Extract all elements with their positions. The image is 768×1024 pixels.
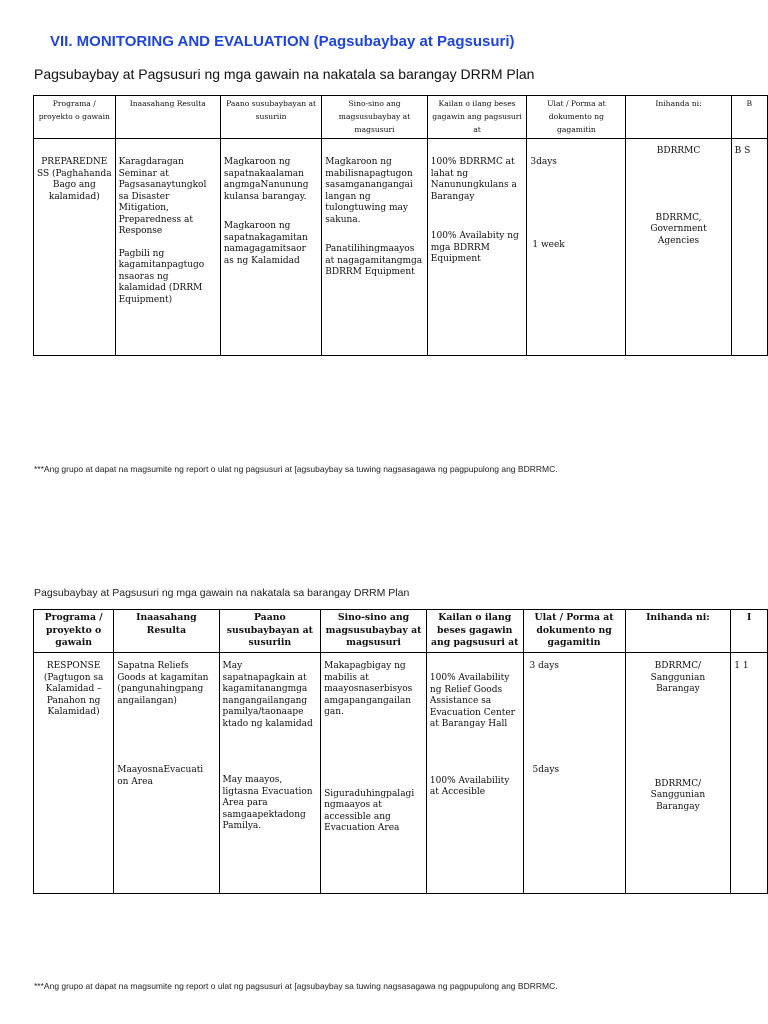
cell-inihanda	[626, 139, 731, 356]
cell-ulat	[527, 139, 626, 356]
resulta-item: Pagbili ng kagamitanpagtugo nsaoras ng kalamidad (DRRM Equipment)	[118, 248, 205, 305]
cell-resulta	[115, 139, 220, 356]
cell-ulat	[523, 653, 625, 894]
kailan-item: 100% Availabity ng mga BDRRM Equipment	[430, 231, 519, 264]
cell-sino	[321, 653, 427, 894]
monitoring-table-response	[33, 609, 768, 894]
table2-title: Pagsubaybay at Pagsusuri ng mga gawain na nakatala sa barangay DRRM Plan	[34, 587, 410, 599]
sino-item: Siguraduhingpalagi ngmaayos at accessible ang Evacuation Area	[324, 788, 415, 833]
sino-item: Makapagbigay ng mabilis at maayosnaserbisyos amgapangangailan gan.	[324, 661, 413, 717]
table-header-row	[34, 96, 768, 139]
col-header-cutoff: B	[731, 96, 767, 139]
inihanda-item: BDRRMC, Government Agencies	[650, 212, 707, 246]
section-heading: VII. MONITORING AND EVALUATION (Pagsubaybay at Pagsusuri)	[50, 33, 515, 50]
paano-item: May sapatnapagkain at kagamitanangmga nangangailangang pamilya/taonaape ktado ng kalamidad	[222, 661, 313, 729]
sino-item: Panatilihingmaayos at nagagamitangmga BDRRM Equipment	[325, 244, 423, 277]
col-header-sino: Sino-sino ang magsusubaybay at magsusuri	[322, 96, 427, 139]
monitoring-table-preparedness	[33, 95, 768, 356]
ulat-item: 3days	[530, 157, 557, 167]
paano-item: May maayos, ligtasna Evacuation Area para samgaapektadong Pamilya.	[222, 775, 313, 831]
kailan-item: 100% Availability ng Relief Goods Assistance sa Evacuation Center at Barangay Hall	[429, 673, 515, 729]
inihanda-item: BDRRMC/ Sanggunian Barangay	[650, 778, 706, 812]
resulta-item: MaayosnaEvacuati on Area	[117, 765, 204, 787]
ulat-item: 5days	[532, 764, 560, 775]
col-header-sino: Sino-sino ang magsusubaybay at magsusuri	[321, 610, 427, 653]
kailan-item: 100% Availability at Accesible	[429, 775, 510, 797]
cell-inihanda	[625, 653, 731, 894]
col-header-cutoff: I	[731, 610, 768, 653]
resulta-item: Sapatna Reliefs Goods at kagamitan (pangunahingpang angailangan)	[117, 661, 209, 706]
ulat-item: 3 days	[529, 661, 559, 671]
cell-program: RESPONSE (Pagtugon sa Kalamidad – Panahon ng Kalamidad)	[34, 653, 114, 894]
cell-kailan	[427, 139, 527, 356]
col-header-inihanda: Inihanda ni:	[625, 610, 731, 653]
paano-item: Magkaroon ng sapatnakagamitan namagagamitsaor as ng Kalamidad	[223, 221, 308, 266]
ulat-item: 1 week	[532, 239, 565, 250]
col-header-resulta: Inaasahang Resulta	[114, 610, 219, 653]
report-note: ***Ang grupo at dapat na magsumite ng report o ulat ng pagsusuri at [agsubaybay sa tuwing nagsasagawa ng pagpupulong ang BDRRMC.	[34, 981, 558, 991]
cell-sino	[322, 139, 427, 356]
col-header-ulat: Ulat / Porma at dokumento ng gagamitin	[523, 610, 625, 653]
cell-cutoff: B S	[731, 139, 767, 356]
cell-paano	[219, 653, 321, 894]
cell-program: PREPAREDNE SS (Paghahanda Bago ang kalamidad)	[34, 139, 116, 356]
cell-paano	[220, 139, 321, 356]
col-header-inihanda: Inihanda ni:	[626, 96, 731, 139]
col-header-kailan: Kailan o ilang beses gagawin ang pagsusuri at	[427, 96, 527, 139]
col-header-paano: Paano susubaybayan at susuriin	[219, 610, 321, 653]
resulta-item: Karagdaragan Seminar at Pagsasanaytungkol sa Disaster Mitigation, Preparedness at Response	[118, 157, 207, 236]
col-header-programa: Programa / proyekto o gawain	[34, 610, 114, 653]
col-header-resulta: Inaasahang Resulta	[115, 96, 220, 139]
table1-title: Pagsubaybay at Pagsusuri ng mga gawain na nakatala sa barangay DRRM Plan	[34, 66, 535, 82]
cell-cutoff: 1 1	[731, 653, 768, 894]
kailan-item: 100% BDRRMC at lahat ng Nanunungkulans a Barangay	[430, 157, 517, 202]
cell-kailan	[426, 653, 523, 894]
cell-resulta	[114, 653, 219, 894]
col-header-paano: Paano susubaybayan at susuriin	[220, 96, 321, 139]
inihanda-item: BDRRMC	[656, 146, 701, 156]
sino-item: Magkaroon ng mabilisnapagtugon sasamganangangai langan ng tulongtuwing may sakuna.	[325, 157, 413, 225]
col-header-kailan: Kailan o ilang beses gagawin ang pagsusuri at	[426, 610, 523, 653]
inihanda-item: BDRRMC/ Sanggunian Barangay	[650, 661, 706, 694]
col-header-ulat: Ulat / Porma at dokumento ng gagamitin	[527, 96, 626, 139]
table-row	[34, 139, 768, 356]
table-header-row	[34, 610, 768, 653]
report-note: ***Ang grupo at dapat na magsumite ng report o ulat ng pagsusuri at [agsubaybay sa tuwing nagsasagawa ng pagpupulong ang BDRRMC.	[34, 464, 558, 474]
table-row	[34, 653, 768, 894]
col-header-programa: Programa / proyekto o gawain	[34, 96, 116, 139]
paano-item: Magkaroon ng sapatnakaalaman angmgaNanunung kulansa barangay.	[223, 157, 309, 202]
